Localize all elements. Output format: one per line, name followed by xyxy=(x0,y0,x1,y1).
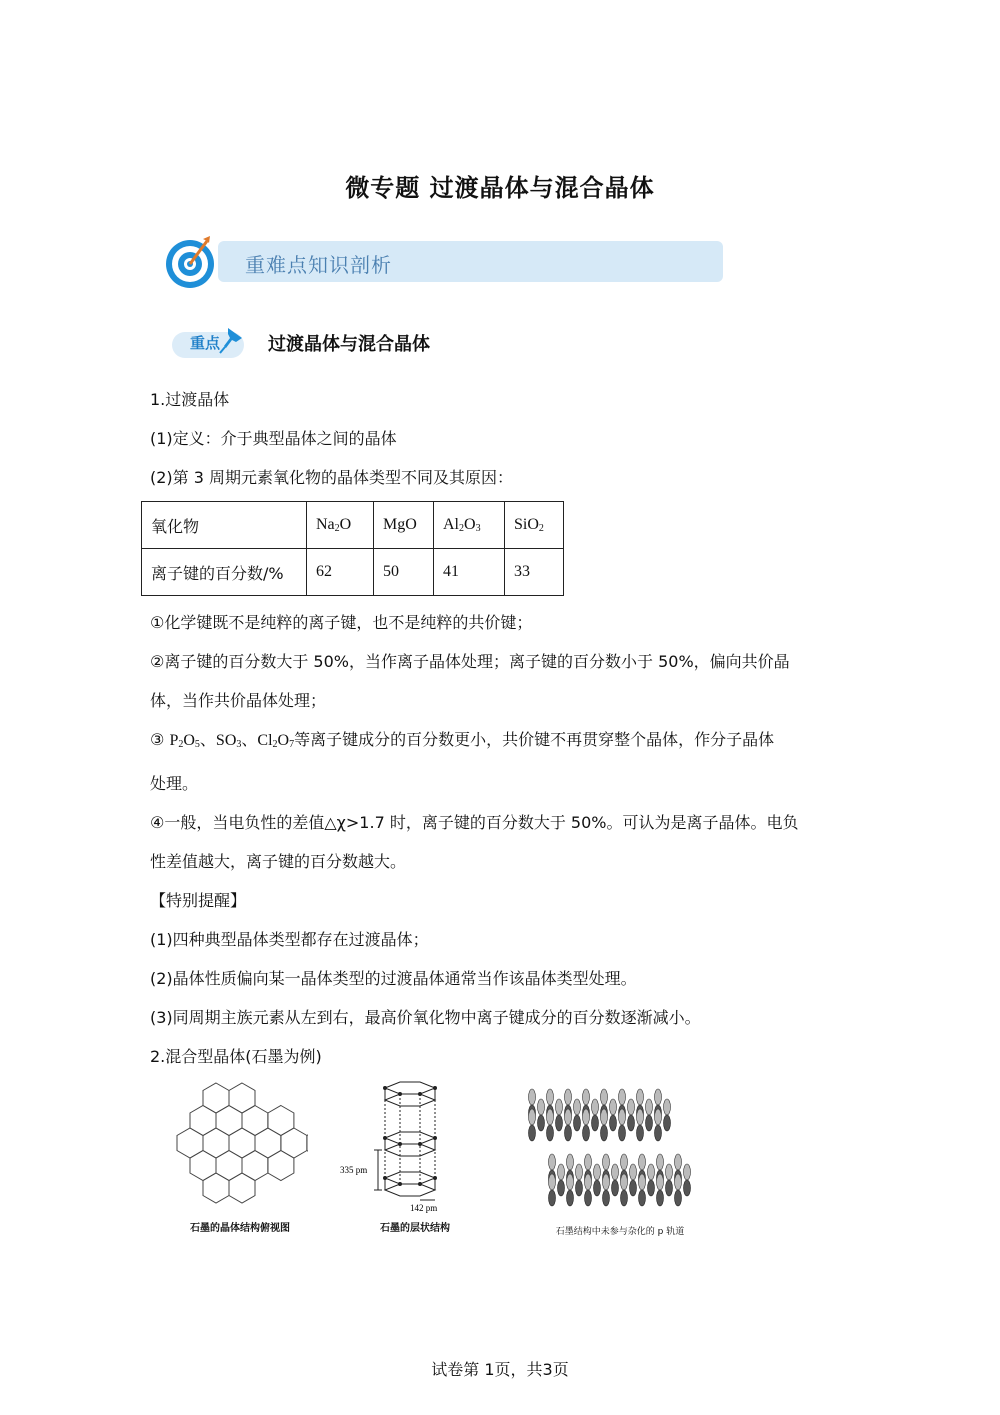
keypoint-header xyxy=(170,320,500,360)
p-orbital-lobe xyxy=(646,1099,653,1131)
banner-label: 重难点知识剖析 xyxy=(245,253,392,277)
p-orbital-lobe xyxy=(574,1099,581,1131)
label-335pm: 335 pm xyxy=(340,1165,368,1175)
p-orbital-lobe xyxy=(612,1164,619,1196)
figure-caption: 石墨的晶体结构俯视图 xyxy=(190,1223,290,1234)
p-orbital-lobe xyxy=(592,1099,599,1131)
p-orbital-lobe xyxy=(583,1109,590,1141)
p-orbital-lobe xyxy=(565,1109,572,1141)
hexagon-cell xyxy=(255,1128,281,1158)
table-cell: 41 xyxy=(434,549,505,596)
section1 xyxy=(150,380,850,497)
graphite-p-orbital-figure xyxy=(522,1075,702,1220)
hexagon-cell xyxy=(229,1128,255,1158)
p-orbital-lobe xyxy=(610,1099,617,1131)
hexagon-cell xyxy=(268,1106,294,1136)
p-orbital-lobe xyxy=(684,1164,691,1196)
p-orbital-lobe xyxy=(529,1109,536,1141)
note-4a: ④一般，当电负性的差值△χ>1.7 时，离子键的百分数大于 50%。可认为是离子晶体。电负 xyxy=(150,813,799,832)
note-3a: ③ $P_2O_5$、$SO_3$、$Cl_2O_7$等离子键成分的百分数更小，共价键不再贯穿整个晶体，作分子晶体 xyxy=(150,730,775,750)
p-orbital-lobe xyxy=(594,1164,601,1196)
graphite-layer-bottom xyxy=(385,1172,435,1196)
hexagon-cell xyxy=(203,1173,229,1203)
hexagon-cell xyxy=(203,1128,229,1158)
hexagon-cell xyxy=(190,1151,216,1181)
p-orbital-lobe xyxy=(637,1109,644,1141)
p-orbital-lobe xyxy=(601,1109,608,1141)
p-orbital-lobe xyxy=(675,1174,682,1206)
note-3a-rest: 等离子键成分的百分数更小，共价键不再贯穿整个晶体，作分子晶体 xyxy=(294,730,775,749)
hexagon-cell xyxy=(242,1106,268,1136)
table-cell: 离子键的百分数/% xyxy=(142,549,307,596)
section1-heading: 1.过渡晶体 xyxy=(150,390,230,409)
p-orbital-lobe xyxy=(538,1099,545,1131)
table-cell: 氧化物 xyxy=(142,502,307,549)
p-orbital-lobe xyxy=(621,1174,628,1206)
hexagon-cell xyxy=(281,1128,307,1158)
hexagon-cell xyxy=(229,1173,255,1203)
section1-item2: (2)第 3 周期元素氧化物的晶体类型不同及其原因： xyxy=(150,468,514,487)
hexagon-cell xyxy=(268,1151,294,1181)
reminder-1: (1)四种典型晶体类型都存在过渡晶体； xyxy=(150,930,429,949)
oxide-table xyxy=(141,501,564,596)
note-2a: ②离子键的百分数大于 50%，当作离子晶体处理；离子键的百分数小于 50%，偏向共价晶 xyxy=(150,652,790,671)
p-orbital-lobe xyxy=(603,1174,610,1206)
notes-block xyxy=(150,603,850,1076)
table-cell-al2o3: $Al_2O_3$ xyxy=(434,502,505,549)
section2-heading: 2.混合型晶体(石墨为例) xyxy=(150,1047,322,1066)
hexagon-cell xyxy=(242,1151,268,1181)
table-cell-na2o: $Na_2O$ xyxy=(307,502,374,549)
p-orbital-lobe xyxy=(666,1164,673,1196)
figure-caption: 石墨的层状结构 xyxy=(380,1223,450,1234)
table-row xyxy=(142,502,564,549)
section1-definition: (1)定义：介于典型晶体之间的晶体 xyxy=(150,429,397,448)
hexagon-cell xyxy=(203,1083,229,1113)
note-3b: 处理。 xyxy=(150,774,199,793)
table-cell-sio2: SiO$_2$ xyxy=(505,502,564,549)
table-cell: 33 xyxy=(505,549,564,596)
note-2b: 体，当作共价晶体处理； xyxy=(150,691,327,710)
graphite-layer-top xyxy=(385,1082,435,1106)
banner-bar xyxy=(218,241,723,282)
table-cell: 50 xyxy=(374,549,434,596)
p-orbital-lobe xyxy=(630,1164,637,1196)
target-icon xyxy=(163,236,223,292)
figure-caption: 石墨结构中未参与杂化的 p 轨道 xyxy=(555,1227,685,1237)
reminder-3: (3)同周期主族元素从左到右，最高价氧化物中离子键成分的百分数逐渐减小。 xyxy=(150,1008,701,1027)
page-title: 微专题 过渡晶体与混合晶体 xyxy=(345,174,655,202)
label-142pm: 142 pm xyxy=(410,1203,438,1213)
p-orbital-lobe xyxy=(648,1164,655,1196)
table-cell: 62 xyxy=(307,549,374,596)
p-orbital-lobe xyxy=(576,1164,583,1196)
hexagon-cell xyxy=(216,1106,242,1136)
note-1: ①化学键既不是纯粹的离子键，也不是纯粹的共价键； xyxy=(150,613,533,632)
p-orbital-lobe xyxy=(549,1174,556,1206)
p-orbital-lobe xyxy=(639,1174,646,1206)
hexagon-cell xyxy=(190,1106,216,1136)
keypoint-tag: 重点 xyxy=(190,334,221,352)
reminder-2: (2)晶体性质偏向某一晶体类型的过渡晶体通常当作该晶体类型处理。 xyxy=(150,969,637,988)
table-row xyxy=(142,549,564,596)
table-cell-mgo: MgO xyxy=(374,502,434,549)
p-orbital-lobe xyxy=(585,1174,592,1206)
p-orbital-lobe xyxy=(619,1109,626,1141)
section-banner xyxy=(163,236,728,292)
hexagon-cell xyxy=(307,1128,308,1158)
p-orbital-lobe xyxy=(556,1099,563,1131)
hexagon-cell xyxy=(177,1128,203,1158)
hexagon-cell xyxy=(229,1083,255,1113)
graphite-top-view-figure xyxy=(168,1078,308,1213)
p-orbital-lobe xyxy=(664,1099,671,1131)
p-orbital-lobe xyxy=(558,1164,565,1196)
keypoint-heading: 过渡晶体与混合晶体 xyxy=(268,334,430,355)
page-footer: 试卷第 1页，共3页 xyxy=(431,1360,569,1379)
p-orbital-lobe xyxy=(628,1099,635,1131)
graphite-layer-figure xyxy=(340,1078,480,1218)
p-orbital-lobe xyxy=(657,1174,664,1206)
p-orbital-lobe xyxy=(655,1109,662,1141)
p-orbital-lobe xyxy=(567,1174,574,1206)
reminder-heading: 【特别提醒】 xyxy=(150,891,247,910)
hexagon-cell xyxy=(216,1151,242,1181)
note-4b: 性差值越大，离子键的百分数越大。 xyxy=(150,852,407,871)
graphite-layer-middle xyxy=(385,1132,435,1156)
p-orbital-lobe xyxy=(547,1109,554,1141)
